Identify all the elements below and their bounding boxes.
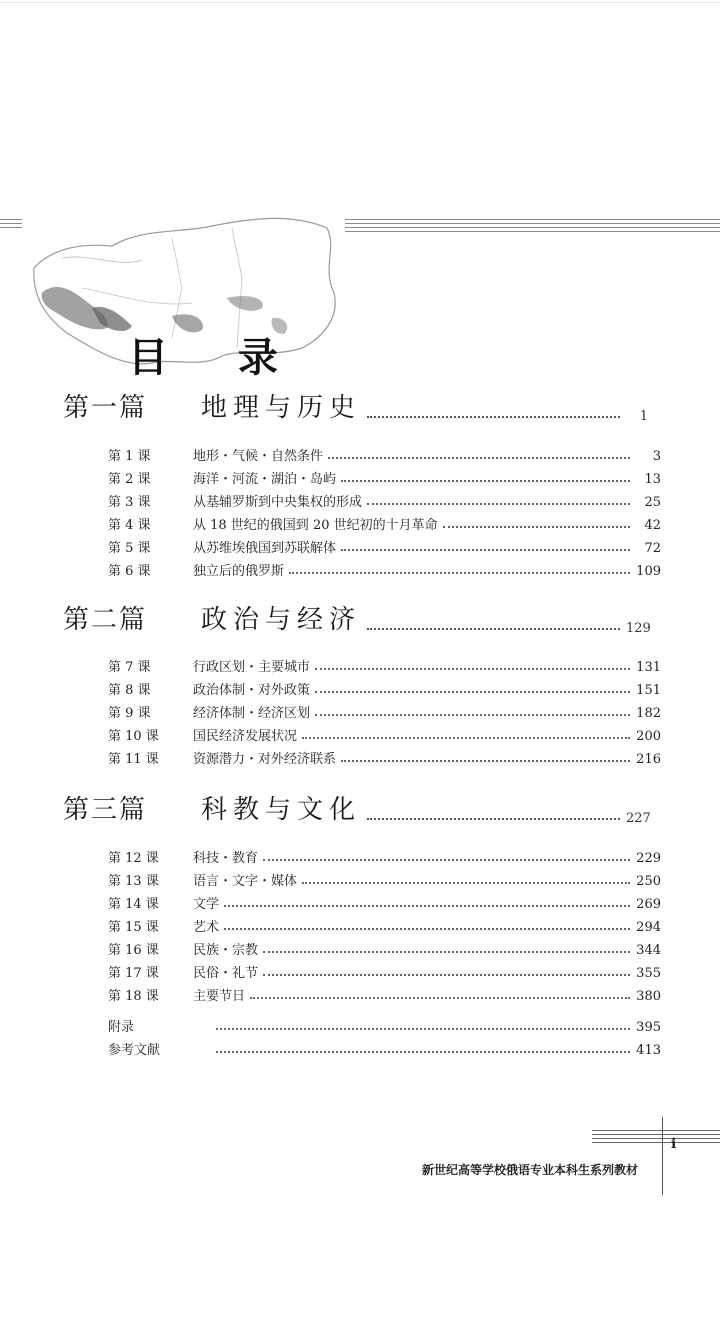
leader-dots xyxy=(367,628,620,630)
lesson-title: 资源潜力・对外经济联系 xyxy=(193,752,337,767)
lesson-page-number: 355 xyxy=(636,966,661,981)
toc-entry[interactable] xyxy=(108,536,661,556)
lesson-title: 从基辅罗斯到中央集权的形成 xyxy=(193,495,363,510)
lesson-page-number: 250 xyxy=(636,874,661,889)
lesson-number: 第 10 课 xyxy=(108,729,159,744)
leader-dots xyxy=(367,416,620,418)
leader-dots xyxy=(302,737,630,739)
toc-entry[interactable] xyxy=(108,724,661,744)
lesson-number: 第 16 课 xyxy=(108,943,159,958)
lesson-title: 从苏维埃俄国到苏联解体 xyxy=(193,541,337,556)
lesson-number: 第 1 课 xyxy=(108,449,151,464)
part-title: 政治与经济 xyxy=(201,605,362,635)
toc-entry[interactable] xyxy=(108,490,661,510)
toc-entry[interactable] xyxy=(108,747,661,767)
toc-entry[interactable] xyxy=(108,444,661,464)
toc-entry[interactable] xyxy=(108,701,661,721)
lesson-number: 第 2 课 xyxy=(108,472,151,487)
lesson-page-number: 72 xyxy=(644,541,661,556)
toc-entry[interactable] xyxy=(108,961,661,981)
leader-dots xyxy=(367,503,630,505)
lesson-title: 政治体制・对外政策 xyxy=(193,683,311,698)
toc-entry[interactable] xyxy=(108,467,661,487)
lesson-number: 第 18 课 xyxy=(108,989,159,1004)
leader-dots xyxy=(289,572,630,574)
lesson-page-number: 229 xyxy=(636,851,661,866)
toc-entry[interactable] xyxy=(108,678,661,698)
series-title: 新世纪高等学校俄语专业本科生系列教材 xyxy=(422,1163,639,1177)
lesson-title: 独立后的俄罗斯 xyxy=(193,564,285,579)
part-title: 地理与历史 xyxy=(201,393,362,423)
lesson-number: 第 4 课 xyxy=(108,518,151,533)
footer-divider xyxy=(662,1117,663,1195)
lesson-page-number: 131 xyxy=(636,660,661,675)
leader-dots xyxy=(263,859,630,861)
toc-entry[interactable] xyxy=(108,513,661,533)
leader-dots xyxy=(263,951,630,953)
lesson-page-number: 3 xyxy=(652,449,661,464)
lesson-number: 第 15 课 xyxy=(108,920,159,935)
top-border xyxy=(0,2,720,3)
lesson-title: 文学 xyxy=(193,897,220,912)
lesson-title: 艺术 xyxy=(193,920,220,935)
leader-dots xyxy=(367,818,620,820)
appendix-title: 附录 xyxy=(108,1020,135,1035)
page-number: i xyxy=(671,1136,677,1152)
part-heading[interactable] xyxy=(63,792,651,826)
part-page-number: 129 xyxy=(626,621,651,636)
leader-dots xyxy=(250,997,630,999)
lesson-number: 第 3 课 xyxy=(108,495,151,510)
part-heading[interactable] xyxy=(63,390,648,424)
lesson-number: 第 9 课 xyxy=(108,706,151,721)
lesson-title: 海洋・河流・湖泊・岛屿 xyxy=(193,472,337,487)
lesson-title: 民俗・礼节 xyxy=(193,966,259,981)
header-rule-right xyxy=(345,219,720,233)
toc-title: 目 录 xyxy=(128,335,306,381)
lesson-number: 第 17 课 xyxy=(108,966,159,981)
leader-dots xyxy=(328,457,630,459)
references-title: 参考文献 xyxy=(108,1043,161,1058)
lesson-number: 第 5 课 xyxy=(108,541,151,556)
lesson-number: 第 13 课 xyxy=(108,874,159,889)
lesson-page-number: 42 xyxy=(644,518,661,533)
lesson-title: 语言・文字・媒体 xyxy=(193,874,298,889)
lesson-number: 第 14 课 xyxy=(108,897,159,912)
leader-dots xyxy=(263,974,630,976)
leader-dots xyxy=(315,714,630,716)
lesson-page-number: 151 xyxy=(636,683,661,698)
lesson-page-number: 25 xyxy=(644,495,661,510)
leader-dots xyxy=(216,1051,630,1053)
lesson-title: 地形・气候・自然条件 xyxy=(193,449,324,464)
toc-entry[interactable] xyxy=(108,892,661,912)
lesson-page-number: 269 xyxy=(636,897,661,912)
lesson-number: 第 12 课 xyxy=(108,851,159,866)
lesson-page-number: 13 xyxy=(644,472,661,487)
toc-entry[interactable] xyxy=(108,984,661,1004)
leader-dots xyxy=(224,928,630,930)
lesson-title: 国民经济发展状况 xyxy=(193,729,298,744)
lesson-number: 第 11 课 xyxy=(108,752,159,767)
leader-dots xyxy=(315,691,630,693)
leader-dots xyxy=(341,480,630,482)
lesson-title: 经济体制・经济区划 xyxy=(193,706,311,721)
lesson-page-number: 344 xyxy=(636,943,661,958)
part-label: 第二篇 xyxy=(63,605,148,635)
part-label: 第一篇 xyxy=(63,393,148,423)
part-title: 科教与文化 xyxy=(201,795,362,825)
lesson-page-number: 294 xyxy=(636,920,661,935)
leader-dots xyxy=(341,760,630,762)
lesson-page-number: 182 xyxy=(636,706,661,721)
lesson-page-number: 200 xyxy=(636,729,661,744)
leader-dots xyxy=(224,905,630,907)
toc-entry[interactable] xyxy=(108,655,661,675)
lesson-number: 第 7 课 xyxy=(108,660,151,675)
footer-rule xyxy=(592,1130,720,1146)
lesson-title: 民族・宗教 xyxy=(193,943,259,958)
lesson-title: 行政区划・主要城市 xyxy=(193,660,311,675)
lesson-number: 第 8 课 xyxy=(108,683,151,698)
lesson-title: 从 18 世纪的俄国到 20 世纪初的十月革命 xyxy=(193,518,438,533)
toc-entry[interactable] xyxy=(108,559,661,579)
part-page-number: 1 xyxy=(639,409,648,424)
toc-entry[interactable] xyxy=(108,846,661,866)
leader-dots xyxy=(216,1028,630,1030)
lesson-number: 第 6 课 xyxy=(108,564,151,579)
toc-entry[interactable] xyxy=(108,938,661,958)
toc-entry-appendix[interactable] xyxy=(108,1015,661,1035)
leader-dots xyxy=(443,526,630,528)
header-rule-left xyxy=(0,219,22,230)
toc-entry[interactable] xyxy=(108,869,661,889)
part-heading[interactable] xyxy=(63,602,651,636)
leader-dots xyxy=(341,549,630,551)
leader-dots xyxy=(302,882,630,884)
toc-entry[interactable] xyxy=(108,915,661,935)
leader-dots xyxy=(315,668,630,670)
lesson-title: 科技・教育 xyxy=(193,851,259,866)
lesson-page-number: 380 xyxy=(636,989,661,1004)
lesson-title: 主要节日 xyxy=(193,989,246,1004)
part-page-number: 227 xyxy=(626,811,651,826)
references-page-number: 413 xyxy=(636,1043,661,1058)
appendix-page-number: 395 xyxy=(636,1020,661,1035)
lesson-page-number: 109 xyxy=(636,564,661,579)
part-label: 第三篇 xyxy=(63,795,148,825)
lesson-page-number: 216 xyxy=(636,752,661,767)
toc-entry-references[interactable] xyxy=(108,1038,661,1058)
